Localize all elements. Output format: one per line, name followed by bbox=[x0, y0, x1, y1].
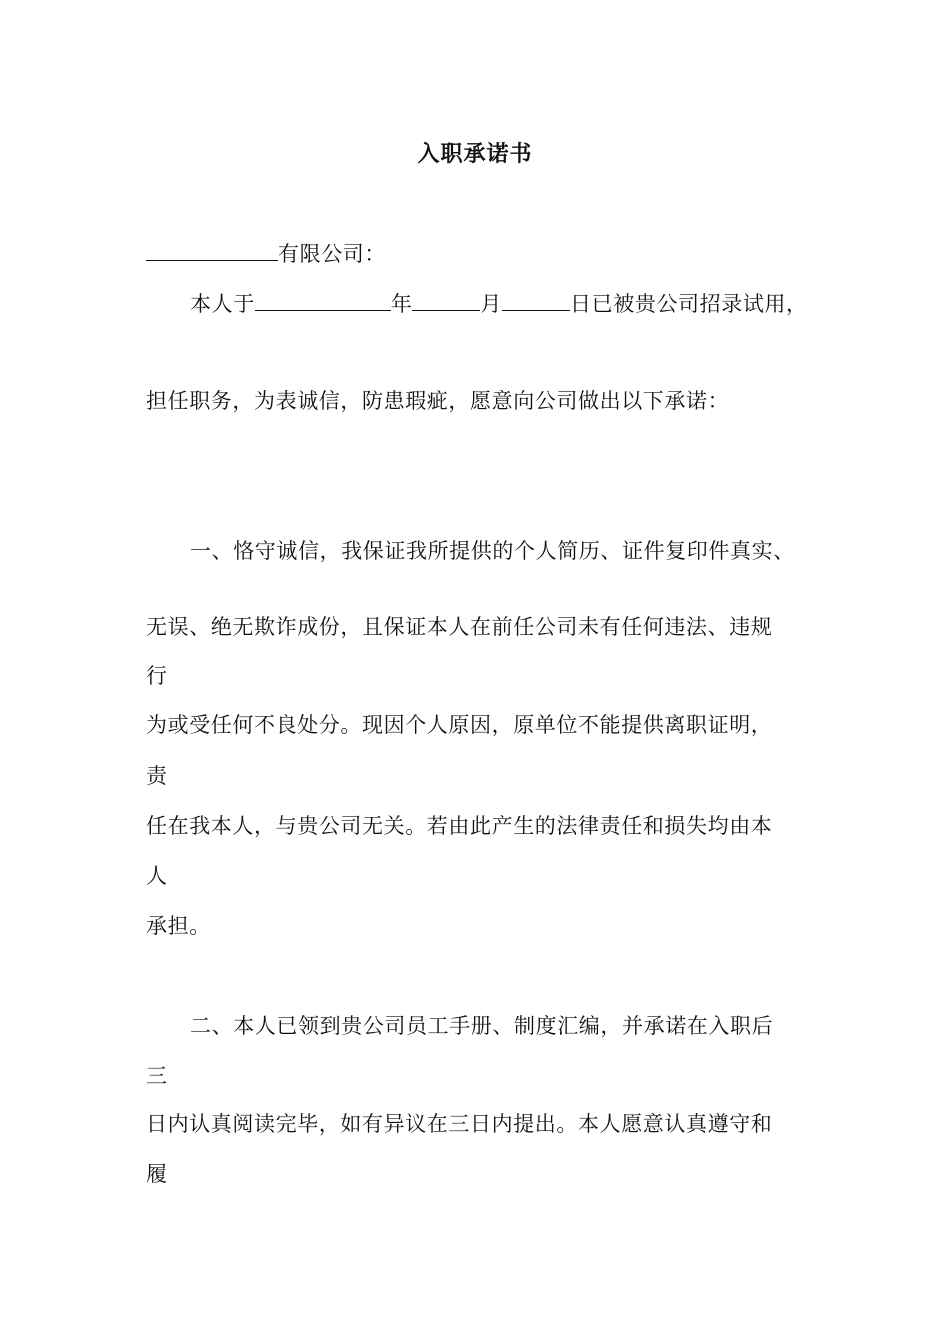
addressee-suffix: 有限公司： bbox=[278, 242, 386, 266]
clause1-line-7: 人 bbox=[146, 864, 168, 888]
clause2-line-4: 履 bbox=[146, 1162, 168, 1186]
intro-month-label: 月 bbox=[480, 292, 503, 316]
month-blank[interactable] bbox=[412, 288, 480, 311]
clause1-line-1: 一、恪守诚信，我保证我所提供的个人简历、证件复印件真实、 bbox=[190, 539, 795, 563]
intro-line-2: 担任职务，为表诚信，防患瑕疵，愿意向公司做出以下承诺： bbox=[146, 389, 730, 413]
addressee-line bbox=[146, 238, 386, 268]
clause2-line-3: 日内认真阅读完毕，如有异议在三日内提出。本人愿意认真遵守和 bbox=[146, 1112, 773, 1136]
clause1-line-5: 责 bbox=[146, 764, 168, 788]
clause2-line-2: 三 bbox=[146, 1064, 168, 1088]
clause1-line-8: 承担。 bbox=[146, 914, 211, 938]
clause1-line-2: 无误、绝无欺诈成份，且保证本人在前任公司未有任何违法、违规 bbox=[146, 615, 773, 639]
intro-year-label: 年 bbox=[390, 292, 413, 316]
clause1-line-6: 任在我本人，与贵公司无关。若由此产生的法律责任和损失均由本 bbox=[146, 814, 773, 838]
intro-suffix: 日已被贵公司招录试用， bbox=[570, 292, 808, 316]
clause1-line-3: 行 bbox=[146, 664, 168, 688]
company-name-blank[interactable] bbox=[146, 238, 278, 261]
intro-prefix: 本人于 bbox=[190, 292, 255, 316]
document-title: 入职承诺书 bbox=[417, 141, 533, 167]
intro-line-1 bbox=[190, 288, 808, 318]
day-blank[interactable] bbox=[502, 288, 570, 311]
year-blank[interactable] bbox=[255, 288, 391, 311]
clause2-line-1: 二、本人已领到贵公司员工手册、制度汇编，并承诺在入职后 bbox=[190, 1014, 774, 1038]
clause1-line-4: 为或受任何不良处分。现因个人原因，原单位不能提供离职证明， bbox=[146, 713, 773, 737]
